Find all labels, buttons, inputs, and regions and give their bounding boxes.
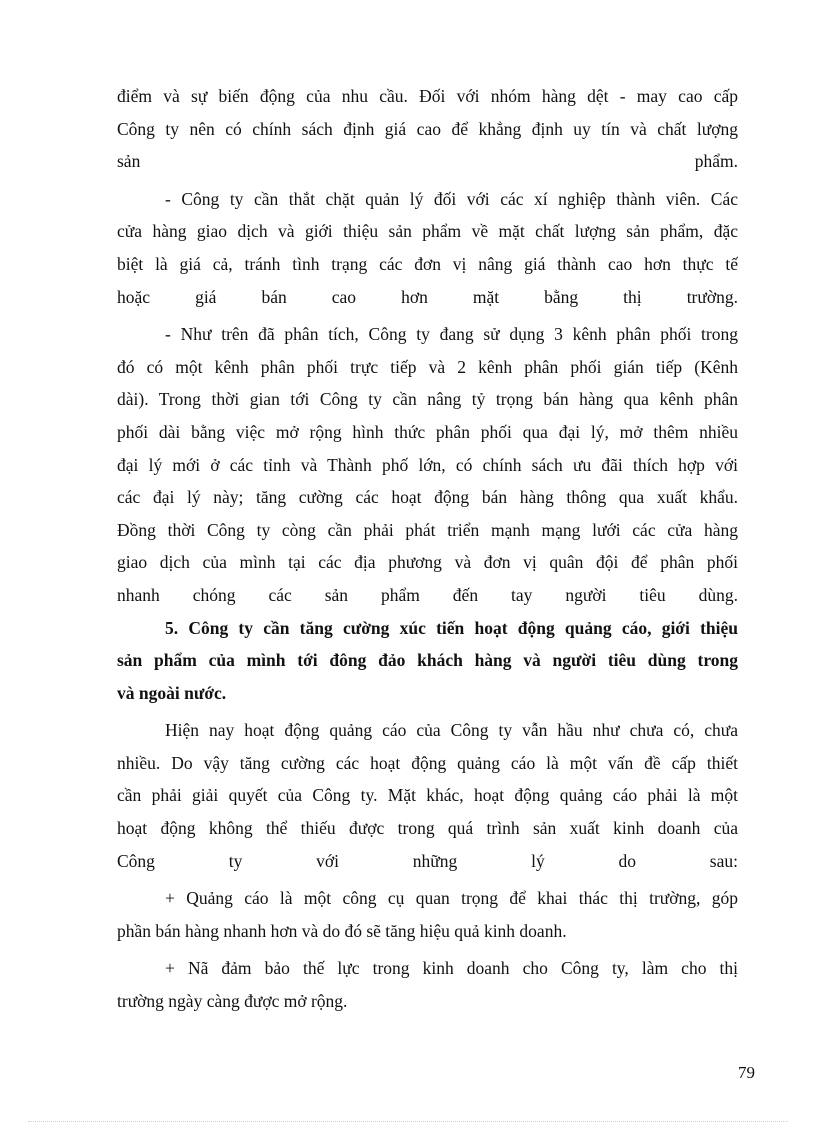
text-line: cửa hàng giao dịch và giới thiệu sản phẩm về mặt chất lượng sản phẩm, đặc <box>117 221 738 242</box>
text-line: điểm và sự biến động của nhu cầu. Đối với nhóm hàng dệt - may cao cấp <box>117 86 738 106</box>
text-line: giao dịch của mình tại các địa phương và đơn vị quân đội để phân phối <box>117 552 738 573</box>
text-line: Đồng thời Công ty còng cần phải phát triển mạnh mạng lưới các cửa hàng <box>117 519 738 540</box>
text-line: nhanh chóng các sản phẩm đến tay người tiêu dùng. <box>117 584 738 605</box>
text-line: phần bán hàng nhanh hơn và do đó sẽ tăng hiệu quả kinh doanh. <box>117 920 567 941</box>
text-line: + Quảng cáo là một công cụ quan trọng để khai thác thị trường, góp <box>165 888 738 909</box>
text-line: đại lý mới ở các tỉnh và Thành phố lớn, có chính sách ưu đãi thích hợp với <box>117 454 738 475</box>
text-line: cần phải giải quyết của Công ty. Mặt khác, hoạt động quảng cáo phải là một <box>117 785 738 806</box>
text-line: Công ty nên có chính sách định giá cao để khẳng định uy tín và chất lượng <box>117 118 738 139</box>
text-line: hoạt động không thể thiếu được trong quá trình sản xuất kinh doanh của <box>117 818 738 839</box>
page-number: 79 <box>738 1063 755 1082</box>
text-line: các đại lý này; tăng cường các hoạt động bán hàng thông qua xuất khẩu. <box>117 487 738 508</box>
text-line: - Như trên đã phân tích, Công ty đang sử dụng 3 kênh phân phối trong <box>165 324 738 345</box>
section-heading-line: và ngoài nước. <box>117 682 227 703</box>
text-line: dài). Trong thời gian tới Công ty cần nâng tỷ trọng bán hàng qua kênh phân <box>117 389 738 410</box>
page-body <box>117 84 738 1022</box>
text-line: đó có một kênh phân phối trực tiếp và 2 kênh phân phối gián tiếp (Kênh <box>117 356 738 377</box>
text-line: nhiều. Do vậy tăng cường các hoạt động quảng cáo là một vấn đề cấp thiết <box>117 752 738 773</box>
section-heading-line: 5. Công ty cần tăng cường xúc tiến hoạt động quảng cáo, giới thiệu <box>165 617 738 638</box>
section-heading-line: sản phẩm của mình tới đông đảo khách hàng và người tiêu dùng trong <box>117 650 738 671</box>
text-line: sản phẩm. <box>117 151 738 172</box>
text-line: hoặc giá bán cao hơn mặt bằng thị trường. <box>117 286 738 307</box>
text-line: Hiện nay hoạt động quảng cáo của Công ty vẫn hầu như chưa có, chưa <box>165 720 738 741</box>
text-line: + Nã đảm bảo thế lực trong kinh doanh cho Công ty, làm cho thị <box>165 958 738 979</box>
footer-divider <box>28 1121 788 1122</box>
text-line: - Công ty cần thắt chặt quản lý đối với các xí nghiệp thành viên. Các <box>165 188 738 209</box>
text-line: phối dài bằng việc mở rộng hình thức phân phối qua đại lý, mở thêm nhiều <box>117 421 738 442</box>
text-line: trường ngày càng được mở rộng. <box>117 991 348 1012</box>
text-line: Công ty với những lý do sau: <box>117 850 738 871</box>
text-line: biệt là giá cả, tránh tình trạng các đơn vị nâng giá thành cao hơn thực tế <box>117 253 738 274</box>
